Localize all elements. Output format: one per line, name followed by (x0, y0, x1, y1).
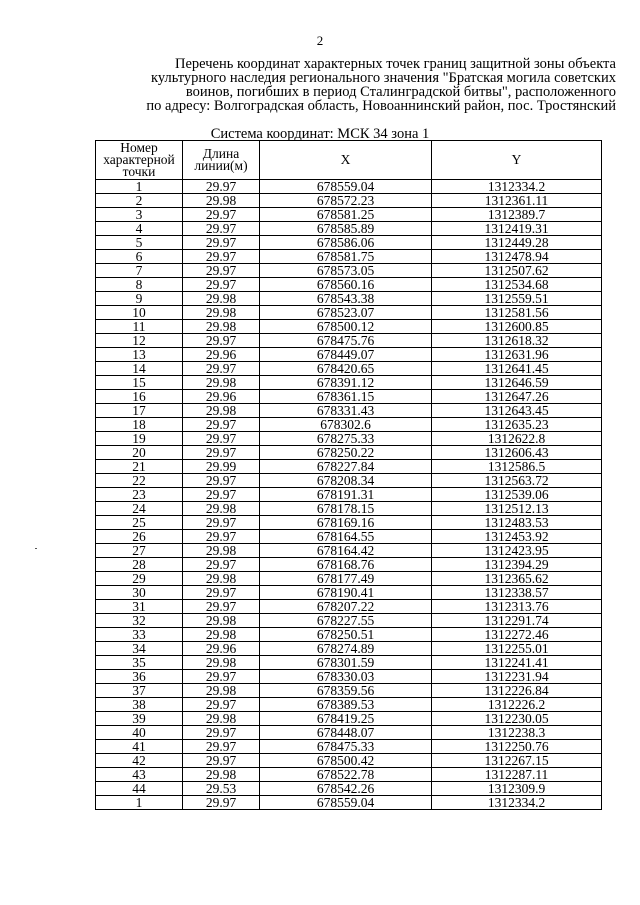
table-row (96, 614, 602, 628)
cell-x: 678419.25 (260, 712, 432, 726)
cell-x: 678543.38 (260, 292, 432, 306)
cell-x: 678250.22 (260, 446, 432, 460)
header-text: линии(м) (194, 158, 248, 173)
cell-x: 678585.89 (260, 222, 432, 236)
title-line: Перечень координат характерных точек границ защитной зоны объекта (175, 56, 616, 72)
cell-point-number: 36 (96, 670, 183, 684)
cell-x: 678331.43 (260, 404, 432, 418)
cell-line-length: 29.97 (183, 726, 260, 740)
table-row (96, 768, 602, 782)
cell-y: 1312581.56 (432, 306, 602, 320)
cell-y: 1312338.57 (432, 586, 602, 600)
cell-point-number: 23 (96, 488, 183, 502)
cell-point-number: 41 (96, 740, 183, 754)
table-row (96, 656, 602, 670)
cell-y: 1312309.9 (432, 782, 602, 796)
cell-x: 678475.33 (260, 740, 432, 754)
cell-point-number: 7 (96, 264, 183, 278)
title-line: воинов, погибших в период Сталинградской битвы", расположенного (185, 84, 616, 100)
table-row (96, 726, 602, 740)
cell-line-length: 29.97 (183, 264, 260, 278)
cell-point-number: 5 (96, 236, 183, 250)
cell-point-number: 8 (96, 278, 183, 292)
cell-x: 678449.07 (260, 348, 432, 362)
cell-y: 1312267.15 (432, 754, 602, 768)
cell-line-length: 29.98 (183, 712, 260, 726)
cell-point-number: 24 (96, 502, 183, 516)
cell-y: 1312423.95 (432, 544, 602, 558)
cell-point-number: 6 (96, 250, 183, 264)
cell-point-number: 13 (96, 348, 183, 362)
cell-x: 678302.6 (260, 418, 432, 432)
cell-point-number: 1 (96, 180, 183, 194)
cell-y: 1312361.11 (432, 194, 602, 208)
cell-point-number: 22 (96, 474, 183, 488)
cell-point-number: 27 (96, 544, 183, 558)
cell-y: 1312238.3 (432, 726, 602, 740)
cell-x: 678586.06 (260, 236, 432, 250)
cell-point-number: 32 (96, 614, 183, 628)
table-row (96, 362, 602, 376)
cell-line-length: 29.97 (183, 222, 260, 236)
table-row (96, 698, 602, 712)
cell-line-length: 29.97 (183, 754, 260, 768)
table-row (96, 236, 602, 250)
cell-point-number: 29 (96, 572, 183, 586)
document-title (96, 57, 616, 113)
cell-point-number: 38 (96, 698, 183, 712)
cell-point-number: 25 (96, 516, 183, 530)
cell-x: 678560.16 (260, 278, 432, 292)
table-row (96, 306, 602, 320)
page-number: 2 (316, 33, 324, 48)
cell-y: 1312635.23 (432, 418, 602, 432)
cell-point-number: 15 (96, 376, 183, 390)
table-row (96, 600, 602, 614)
table-row (96, 474, 602, 488)
cell-line-length: 29.96 (183, 348, 260, 362)
cell-point-number: 34 (96, 642, 183, 656)
cell-point-number: 1 (96, 796, 183, 810)
cell-x: 678207.22 (260, 600, 432, 614)
title-line: культурного наследия регионального значения "Братская могила советских (151, 70, 616, 86)
cell-y: 1312478.94 (432, 250, 602, 264)
cell-y: 1312255.01 (432, 642, 602, 656)
table-row (96, 278, 602, 292)
cell-x: 678169.16 (260, 516, 432, 530)
cell-y: 1312618.32 (432, 334, 602, 348)
table-row (96, 572, 602, 586)
header-x: X (260, 141, 432, 180)
cell-x: 678389.53 (260, 698, 432, 712)
cell-line-length: 29.97 (183, 530, 260, 544)
cell-point-number: 4 (96, 222, 183, 236)
header-text: Номер (120, 140, 158, 155)
cell-y: 1312226.2 (432, 698, 602, 712)
table-row (96, 460, 602, 474)
cell-line-length: 29.97 (183, 600, 260, 614)
cell-y: 1312291.74 (432, 614, 602, 628)
cell-y: 1312449.28 (432, 236, 602, 250)
cell-y: 1312512.13 (432, 502, 602, 516)
table-row (96, 558, 602, 572)
cell-point-number: 20 (96, 446, 183, 460)
table-row (96, 712, 602, 726)
header-y: Y (432, 141, 602, 180)
table-row (96, 320, 602, 334)
table-row (96, 684, 602, 698)
cell-point-number: 21 (96, 460, 183, 474)
cell-x: 678190.41 (260, 586, 432, 600)
cell-x: 678391.12 (260, 376, 432, 390)
table-row (96, 222, 602, 236)
cell-line-length: 29.98 (183, 292, 260, 306)
table-row (96, 432, 602, 446)
cell-y: 1312641.45 (432, 362, 602, 376)
table-row (96, 404, 602, 418)
cell-point-number: 44 (96, 782, 183, 796)
table-row (96, 670, 602, 684)
cell-x: 678177.49 (260, 572, 432, 586)
title-line: по адресу: Волгоградская область, Новоаннинский район, пос. Тростянский (146, 98, 616, 114)
table-row (96, 796, 602, 810)
cell-x: 678559.04 (260, 796, 432, 810)
cell-point-number: 18 (96, 418, 183, 432)
cell-y: 1312226.84 (432, 684, 602, 698)
cell-point-number: 35 (96, 656, 183, 670)
cell-point-number: 39 (96, 712, 183, 726)
cell-x: 678523.07 (260, 306, 432, 320)
cell-y: 1312586.5 (432, 460, 602, 474)
cell-x: 678448.07 (260, 726, 432, 740)
table-row (96, 418, 602, 432)
table-row (96, 502, 602, 516)
cell-y: 1312394.29 (432, 558, 602, 572)
header-line-length (183, 141, 260, 180)
table-row (96, 642, 602, 656)
cell-line-length: 29.53 (183, 782, 260, 796)
cell-line-length: 29.98 (183, 376, 260, 390)
cell-x: 678559.04 (260, 180, 432, 194)
cell-y: 1312313.76 (432, 600, 602, 614)
table-row (96, 390, 602, 404)
cell-point-number: 26 (96, 530, 183, 544)
cell-x: 678420.65 (260, 362, 432, 376)
cell-x: 678164.42 (260, 544, 432, 558)
cell-line-length: 29.98 (183, 320, 260, 334)
table-row (96, 754, 602, 768)
cell-line-length: 29.97 (183, 558, 260, 572)
header-text: характерной (103, 152, 175, 167)
cell-point-number: 9 (96, 292, 183, 306)
cell-line-length: 29.96 (183, 642, 260, 656)
cell-line-length: 29.97 (183, 698, 260, 712)
cell-y: 1312334.2 (432, 796, 602, 810)
cell-line-length: 29.98 (183, 768, 260, 782)
table-row (96, 740, 602, 754)
cell-x: 678178.15 (260, 502, 432, 516)
cell-point-number: 28 (96, 558, 183, 572)
cell-line-length: 29.98 (183, 656, 260, 670)
cell-point-number: 14 (96, 362, 183, 376)
cell-y: 1312453.92 (432, 530, 602, 544)
cell-x: 678301.59 (260, 656, 432, 670)
cell-y: 1312389.7 (432, 208, 602, 222)
table-row (96, 264, 602, 278)
cell-y: 1312606.43 (432, 446, 602, 460)
cell-y: 1312365.62 (432, 572, 602, 586)
cell-line-length: 29.97 (183, 586, 260, 600)
cell-line-length: 29.96 (183, 390, 260, 404)
cell-point-number: 31 (96, 600, 183, 614)
table-row (96, 180, 602, 194)
cell-y: 1312600.85 (432, 320, 602, 334)
cell-y: 1312622.8 (432, 432, 602, 446)
table-row (96, 194, 602, 208)
cell-y: 1312483.53 (432, 516, 602, 530)
cell-point-number: 42 (96, 754, 183, 768)
cell-point-number: 3 (96, 208, 183, 222)
cell-line-length: 29.97 (183, 180, 260, 194)
cell-line-length: 29.97 (183, 362, 260, 376)
cell-x: 678542.26 (260, 782, 432, 796)
cell-y: 1312334.2 (432, 180, 602, 194)
cell-line-length: 29.98 (183, 404, 260, 418)
cell-x: 678475.76 (260, 334, 432, 348)
cell-y: 1312272.46 (432, 628, 602, 642)
cell-y: 1312419.31 (432, 222, 602, 236)
cell-x: 678208.34 (260, 474, 432, 488)
cell-point-number: 40 (96, 726, 183, 740)
cell-point-number: 12 (96, 334, 183, 348)
cell-point-number: 37 (96, 684, 183, 698)
cell-point-number: 11 (96, 320, 183, 334)
table-row (96, 586, 602, 600)
cell-point-number: 19 (96, 432, 183, 446)
table-row (96, 516, 602, 530)
cell-y: 1312241.41 (432, 656, 602, 670)
cell-x: 678274.89 (260, 642, 432, 656)
cell-point-number: 17 (96, 404, 183, 418)
cell-x: 678581.75 (260, 250, 432, 264)
cell-y: 1312646.59 (432, 376, 602, 390)
header-point-number (96, 141, 183, 180)
cell-x: 678500.42 (260, 754, 432, 768)
cell-line-length: 29.97 (183, 474, 260, 488)
cell-y: 1312534.68 (432, 278, 602, 292)
cell-line-length: 29.98 (183, 628, 260, 642)
table-row (96, 292, 602, 306)
header-text: точки (122, 164, 156, 179)
cell-point-number: 30 (96, 586, 183, 600)
cell-line-length: 29.98 (183, 194, 260, 208)
table-row (96, 250, 602, 264)
cell-y: 1312643.45 (432, 404, 602, 418)
table-body (96, 180, 602, 810)
cell-line-length: 29.97 (183, 208, 260, 222)
cell-y: 1312250.76 (432, 740, 602, 754)
scan-speck (35, 548, 37, 549)
cell-x: 678191.31 (260, 488, 432, 502)
coordinate-system-label: Система координат: МСК 34 зона 1 (210, 126, 430, 142)
cell-line-length: 29.98 (183, 614, 260, 628)
cell-point-number: 16 (96, 390, 183, 404)
cell-line-length: 29.98 (183, 572, 260, 586)
table-row (96, 782, 602, 796)
cell-line-length: 29.98 (183, 684, 260, 698)
cell-y: 1312559.51 (432, 292, 602, 306)
cell-line-length: 29.97 (183, 236, 260, 250)
cell-y: 1312631.96 (432, 348, 602, 362)
cell-x: 678275.33 (260, 432, 432, 446)
cell-line-length: 29.97 (183, 740, 260, 754)
cell-x: 678250.51 (260, 628, 432, 642)
table-row (96, 488, 602, 502)
cell-y: 1312647.26 (432, 390, 602, 404)
cell-x: 678573.05 (260, 264, 432, 278)
cell-x: 678164.55 (260, 530, 432, 544)
cell-line-length: 29.97 (183, 796, 260, 810)
table-row (96, 376, 602, 390)
cell-line-length: 29.97 (183, 250, 260, 264)
cell-x: 678581.25 (260, 208, 432, 222)
cell-point-number: 43 (96, 768, 183, 782)
table-header-row (96, 141, 602, 180)
cell-line-length: 29.98 (183, 306, 260, 320)
cell-x: 678330.03 (260, 670, 432, 684)
cell-line-length: 29.97 (183, 418, 260, 432)
table-row (96, 446, 602, 460)
cell-line-length: 29.97 (183, 488, 260, 502)
cell-point-number: 10 (96, 306, 183, 320)
cell-x: 678522.78 (260, 768, 432, 782)
cell-x: 678572.23 (260, 194, 432, 208)
cell-point-number: 2 (96, 194, 183, 208)
cell-line-length: 29.97 (183, 278, 260, 292)
cell-line-length: 29.97 (183, 432, 260, 446)
cell-x: 678359.56 (260, 684, 432, 698)
cell-line-length: 29.97 (183, 516, 260, 530)
table-row (96, 530, 602, 544)
cell-line-length: 29.99 (183, 460, 260, 474)
cell-y: 1312287.11 (432, 768, 602, 782)
cell-y: 1312563.72 (432, 474, 602, 488)
cell-line-length: 29.98 (183, 502, 260, 516)
table-row (96, 628, 602, 642)
table-row (96, 348, 602, 362)
cell-line-length: 29.98 (183, 544, 260, 558)
cell-x: 678361.15 (260, 390, 432, 404)
table-row (96, 334, 602, 348)
cell-x: 678168.76 (260, 558, 432, 572)
table-row (96, 208, 602, 222)
cell-y: 1312230.05 (432, 712, 602, 726)
table-row (96, 544, 602, 558)
cell-y: 1312539.06 (432, 488, 602, 502)
cell-line-length: 29.97 (183, 334, 260, 348)
cell-x: 678500.12 (260, 320, 432, 334)
cell-line-length: 29.97 (183, 446, 260, 460)
cell-point-number: 33 (96, 628, 183, 642)
cell-line-length: 29.97 (183, 670, 260, 684)
coordinates-table (95, 140, 602, 810)
cell-y: 1312507.62 (432, 264, 602, 278)
cell-x: 678227.55 (260, 614, 432, 628)
cell-y: 1312231.94 (432, 670, 602, 684)
cell-x: 678227.84 (260, 460, 432, 474)
header-text: Длина (202, 146, 240, 161)
